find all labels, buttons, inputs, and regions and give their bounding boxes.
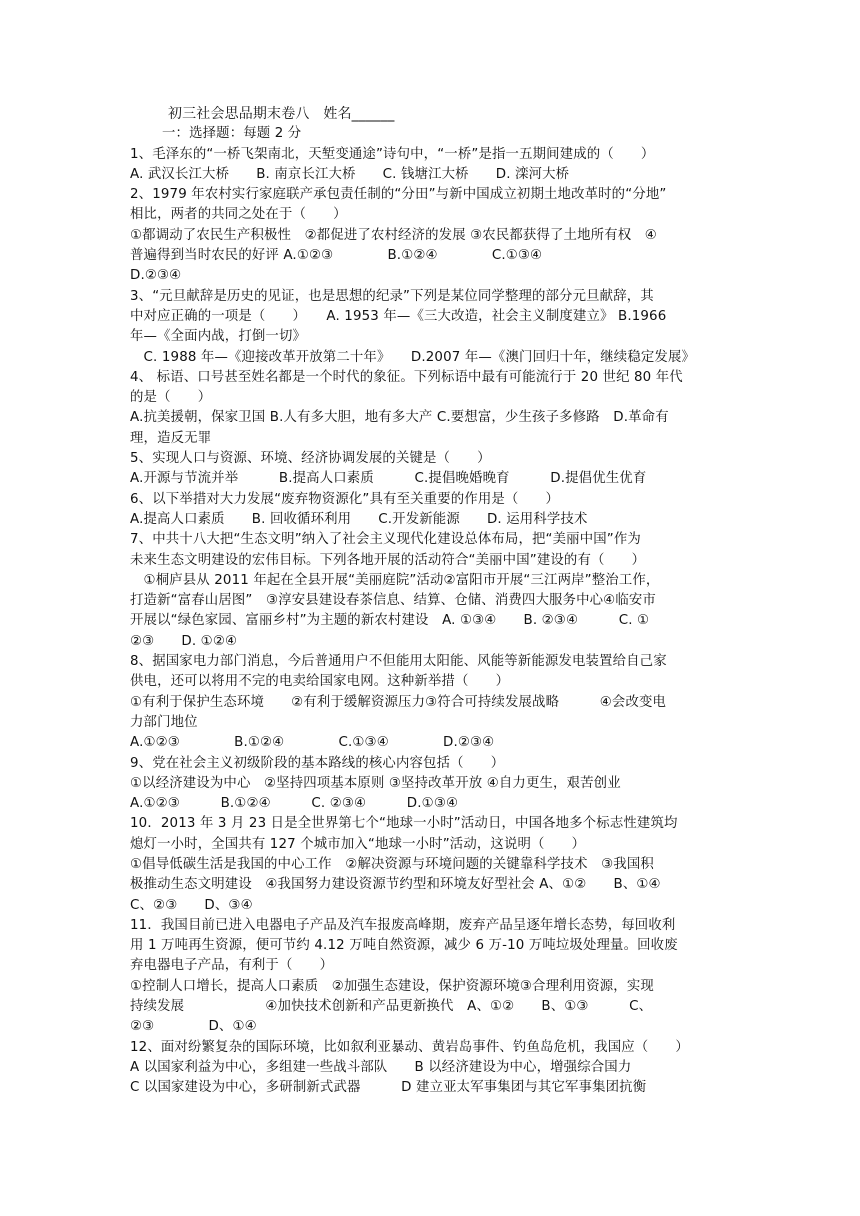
- question-line: 用 1 万吨再生资源，便可节约 4.12 万吨自然资源，减少 6 万-10 万吨垃圾处理量。回收废: [130, 938, 678, 954]
- question-12: [130, 1038, 740, 1099]
- question-line: ②③ D. ①②④: [130, 633, 238, 649]
- question-line: 3、“元旦献辞是历史的见证，也是思想的纪录”下列是某位同学整理的部分元旦献辞，其: [130, 288, 654, 304]
- question-line: 9、党在社会主义初级阶段的基本路线的核心内容包括（ ）: [130, 755, 505, 771]
- question-line: 2、1979 年农村实行家庭联产承包责任制的“分田”与新中国成立初期土地改革时的“分地”: [130, 187, 667, 203]
- question-line: D.②③④: [130, 268, 182, 284]
- question-line: 极推动生态文明建设 ④我国努力建设资源节约型和环境友好型社会 A、①② B、①④: [130, 877, 661, 893]
- question-2: [130, 185, 740, 286]
- question-line: ①控制人口增长，提高人口素质 ②加强生态建设，保护资源环境③合理利用资源，实现: [130, 978, 654, 994]
- question-line: C、②③ D、③④: [130, 897, 253, 913]
- question-line: A.提高人口素质 B. 回收循环利用 C.开发新能源 D. 运用科学技术: [130, 511, 588, 527]
- question-line: ①有利于保护生态环境 ②有利于缓解资源压力③符合可持续发展战略 ④会改变电: [130, 694, 667, 710]
- question-line: ①桐庐县从 2011 年起在全县开展“美丽庭院”活动②富阳市开展“三江两岸”整治工作，: [130, 572, 660, 588]
- student-name-field: 姓名______: [323, 106, 395, 122]
- question-line: A. 武汉长江大桥 B. 南京长江大桥 C. 钱塘江大桥 D. 滦河大桥: [130, 166, 570, 182]
- question-line: 的是（ ）: [130, 390, 212, 406]
- question-list: [130, 145, 740, 1099]
- question-10: [130, 814, 740, 915]
- question-line: 8、据国家电力部门消息，今后普通用户不但能用太阳能、风能等新能源发电装置给自己家: [130, 654, 667, 670]
- exam-title: 初三社会思品期末卷八: [168, 106, 310, 122]
- question-line: A.开源与节流并举 B.提高人口素质 C.提倡晚婚晚育 D.提倡优生优育: [130, 471, 647, 487]
- question-line: A.抗美援朝，保家卫国 B.人有多大胆，地有多大产 C.要想富，少生孩子多修路 D.革命有: [130, 410, 669, 426]
- question-line: 10．2013 年 3 月 23 日是全世界第七个“地球一小时”活动日，中国各地多个标志性建筑均: [130, 816, 678, 832]
- question-line: 年—《全面内战，打倒一切》: [130, 329, 307, 345]
- exam-page: [130, 104, 740, 1099]
- question-line: 熄灯一小时，全国共有 127 个城市加入“地球一小时”活动，这说明（ ）: [130, 836, 586, 852]
- exam-title-row: [130, 104, 740, 124]
- question-4: [130, 368, 740, 449]
- question-line: C 以国家建设为中心，多研制新式武器 D 建立亚太军事集团与其它军事集团抗衡: [130, 1080, 647, 1096]
- question-line: 持续发展 ④加快技术创新和产品更新换代 A、①② B、①③ C、: [130, 999, 653, 1015]
- question-line: 中对应正确的一项是（ ） A. 1953 年—《三大改造，社会主义制度建立》 B.1966: [130, 308, 667, 324]
- question-line: 打造新“富春山居图” ③淳安县建设春茶信息、结算、仓储、消费四大服务中心④临安市: [130, 593, 656, 609]
- question-line: ①倡导低碳生活是我国的中心工作 ②解决资源与环境问题的关键靠科学技术 ③我国积: [130, 856, 654, 872]
- question-line: ②③ D、①④: [130, 1019, 257, 1035]
- question-line: 1、毛泽东的“一桥飞架南北，天堑变通途”诗句中，“一桥”是指一五期间建成的（ ）: [130, 146, 655, 162]
- question-line: 开展以“绿色家园、富丽乡村”为主题的新农村建设 A. ①③④ B. ②③④ C. ①: [130, 613, 650, 629]
- question-line: 弃电器电子产品，有利于（ ）: [130, 958, 334, 974]
- question-line: ①都调动了农民生产积极性 ②都促进了农村经济的发展 ③农民都获得了土地所有权 ④: [130, 227, 657, 243]
- question-line: 4、 标语、口号甚至姓名都是一个时代的象征。下列标语中最有可能流行于 20 世纪 80 年代: [130, 369, 683, 385]
- question-line: 供电，还可以将用不完的电卖给国家电网。这种新举措（ ）: [130, 674, 510, 690]
- question-line: 相比，两者的共同之处在于（ ）: [130, 207, 347, 223]
- question-6: [130, 490, 740, 531]
- question-line: 理，造反无罪: [130, 430, 212, 446]
- question-3: [130, 287, 740, 368]
- question-9: [130, 754, 740, 815]
- question-line: A.①②③ B.①②④ C.①③④ D.②③④: [130, 735, 495, 751]
- question-line: 5、实现人口与资源、环境、经济协调发展的关键是（ ）: [130, 451, 491, 467]
- question-line: A 以国家利益为中心，多组建一些战斗部队 B 以经济建设为中心，增强综合国力: [130, 1059, 632, 1075]
- question-line: 11．我国目前已进入电器电子产品及汽车报废高峰期，废弃产品呈逐年增长态势，每回收利: [130, 917, 676, 933]
- question-7: [130, 530, 740, 652]
- question-line: 12、面对纷繁复杂的国际环境，比如叙利亚暴动、黄岩岛事件、钓鱼岛危机，我国应（ ）: [130, 1039, 689, 1055]
- question-8: [130, 652, 740, 753]
- question-line: A.①②③ B.①②④ C. ②③④ D.①③④: [130, 796, 459, 812]
- question-5: [130, 449, 740, 490]
- question-line: C. 1988 年—《迎接改革开放第二十年》 D.2007 年—《澳门回归十年，继续稳定发展》: [130, 349, 696, 365]
- question-1: [130, 145, 740, 186]
- question-line: 未来生态文明建设的宏伟目标。下列各地开展的活动符合“美丽中国”建设的有（ ）: [130, 552, 646, 568]
- question-line: 力部门地位: [130, 714, 198, 730]
- question-line: 普遍得到当时农民的好评 A.①②③ B.①②④ C.①③④: [130, 248, 543, 264]
- question-11: [130, 916, 740, 1038]
- question-line: ①以经济建设为中心 ②坚持四项基本原则 ③坚持改革开放 ④自力更生，艰苦创业: [130, 775, 621, 791]
- question-line: 7、中共十八大把“生态文明”纳入了社会主义现代化建设总体布局，把“美丽中国”作为: [130, 532, 641, 548]
- section-heading: 一：选择题：每题 2 分: [162, 126, 302, 142]
- question-line: 6、以下举措对大力发展“废弃物资源化”具有至关重要的作用是（ ）: [130, 491, 560, 507]
